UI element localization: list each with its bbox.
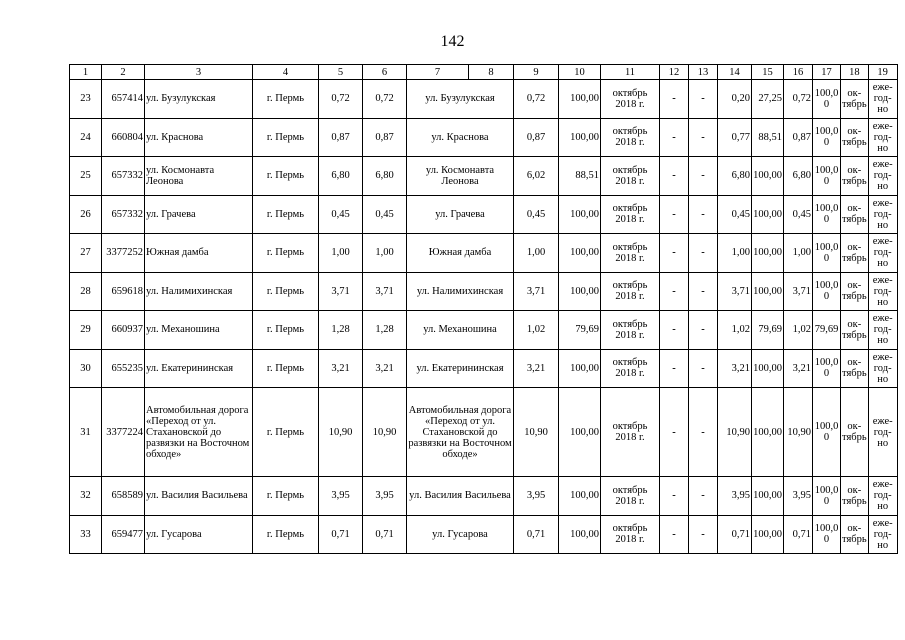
value-cell: 6,80 xyxy=(784,157,813,196)
header-cell: 11 xyxy=(601,65,660,80)
row-number: 24 xyxy=(70,118,102,157)
dash-cell: - xyxy=(660,80,689,119)
value-cell: 0,71 xyxy=(514,515,559,554)
header-cell: 13 xyxy=(689,65,718,80)
value-cell: 3,71 xyxy=(784,272,813,311)
month-cell: ок- тябрь xyxy=(841,388,869,477)
length-value: 0,71 xyxy=(319,515,363,554)
value-cell: 79,69 xyxy=(752,311,784,350)
value-cell: 3,21 xyxy=(784,349,813,388)
percent-cell: 100,0 0 xyxy=(813,80,841,119)
header-cell: 2 xyxy=(102,65,145,80)
value-cell: 3,95 xyxy=(784,477,813,516)
header-cell: 18 xyxy=(841,65,869,80)
value-cell: 100,00 xyxy=(752,388,784,477)
percent-cell: 100,0 0 xyxy=(813,349,841,388)
value-cell: 3,71 xyxy=(514,272,559,311)
percent-cell: 100,0 0 xyxy=(813,272,841,311)
road-code: 655235 xyxy=(102,349,145,388)
length-value: 0,87 xyxy=(319,118,363,157)
length-value: 0,71 xyxy=(363,515,407,554)
dash-cell: - xyxy=(660,118,689,157)
percent-cell: 100,0 0 xyxy=(813,157,841,196)
object-name: ул. Налимихинская xyxy=(407,272,514,311)
dash-cell: - xyxy=(689,157,718,196)
city: г. Пермь xyxy=(253,388,319,477)
road-code: 3377252 xyxy=(102,234,145,273)
table-row xyxy=(70,272,898,311)
month-cell: ок- тябрь xyxy=(841,118,869,157)
header-cell: 3 xyxy=(145,65,253,80)
value-cell: 100,00 xyxy=(752,195,784,234)
length-value: 0,72 xyxy=(319,80,363,119)
road-code: 658589 xyxy=(102,477,145,516)
header-cell: 7 xyxy=(407,65,469,80)
value-cell: 100,00 xyxy=(752,349,784,388)
length-value: 6,80 xyxy=(363,157,407,196)
length-value: 3,95 xyxy=(319,477,363,516)
header-cell: 6 xyxy=(363,65,407,80)
percent-cell: 79,69 xyxy=(559,311,601,350)
header-cell: 15 xyxy=(752,65,784,80)
value-cell: 0,87 xyxy=(514,118,559,157)
dash-cell: - xyxy=(689,195,718,234)
dash-cell: - xyxy=(689,311,718,350)
value-cell: 0,45 xyxy=(514,195,559,234)
dash-cell: - xyxy=(689,349,718,388)
dash-cell: - xyxy=(689,118,718,157)
row-number: 23 xyxy=(70,80,102,119)
percent-cell: 100,0 0 xyxy=(813,234,841,273)
month-cell: ок- тябрь xyxy=(841,311,869,350)
city: г. Пермь xyxy=(253,157,319,196)
value-cell: 0,71 xyxy=(718,515,752,554)
road-name: ул. Космонавта Леонова xyxy=(145,157,253,196)
object-name: ул. Космонавта Леонова xyxy=(407,157,514,196)
table-row xyxy=(70,80,898,119)
road-name: Автомобильная дорога «Переход от ул. Стахановской до развязки на Восточном обходе» xyxy=(145,388,253,477)
percent-cell: 79,69 xyxy=(813,311,841,350)
length-value: 1,28 xyxy=(319,311,363,350)
road-name: ул. Краснова xyxy=(145,118,253,157)
length-value: 1,28 xyxy=(363,311,407,350)
city: г. Пермь xyxy=(253,195,319,234)
length-value: 3,21 xyxy=(363,349,407,388)
object-name: ул. Екатерининская xyxy=(407,349,514,388)
value-cell: 0,72 xyxy=(514,80,559,119)
table-row xyxy=(70,234,898,273)
dash-cell: - xyxy=(660,515,689,554)
dash-cell: - xyxy=(689,80,718,119)
table-row xyxy=(70,311,898,350)
percent-cell: 88,51 xyxy=(559,157,601,196)
table-row xyxy=(70,349,898,388)
value-cell: 0,20 xyxy=(718,80,752,119)
length-value: 10,90 xyxy=(363,388,407,477)
value-cell: 1,00 xyxy=(718,234,752,273)
city: г. Пермь xyxy=(253,118,319,157)
percent-cell: 100,00 xyxy=(559,388,601,477)
value-cell: 10,90 xyxy=(514,388,559,477)
percent-cell: 100,00 xyxy=(559,477,601,516)
date-cell: октябрь 2018 г. xyxy=(601,157,660,196)
month-cell: ок- тябрь xyxy=(841,195,869,234)
value-cell: 3,95 xyxy=(718,477,752,516)
table-row xyxy=(70,118,898,157)
percent-cell: 100,00 xyxy=(559,349,601,388)
value-cell: 1,02 xyxy=(514,311,559,350)
length-value: 3,21 xyxy=(319,349,363,388)
city: г. Пермь xyxy=(253,477,319,516)
period-cell: еже- год- но xyxy=(868,195,897,234)
period-cell: еже- год- но xyxy=(868,515,897,554)
date-cell: октябрь 2018 г. xyxy=(601,311,660,350)
date-cell: октябрь 2018 г. xyxy=(601,388,660,477)
length-value: 3,95 xyxy=(363,477,407,516)
table-row xyxy=(70,477,898,516)
dash-cell: - xyxy=(660,388,689,477)
date-cell: октябрь 2018 г. xyxy=(601,118,660,157)
value-cell: 88,51 xyxy=(752,118,784,157)
value-cell: 3,71 xyxy=(718,272,752,311)
period-cell: еже- год- но xyxy=(868,311,897,350)
period-cell: еже- год- но xyxy=(868,157,897,196)
value-cell: 100,00 xyxy=(752,272,784,311)
value-cell: 0,72 xyxy=(784,80,813,119)
value-cell: 3,21 xyxy=(514,349,559,388)
value-cell: 27,25 xyxy=(752,80,784,119)
month-cell: ок- тябрь xyxy=(841,477,869,516)
percent-cell: 100,00 xyxy=(559,80,601,119)
value-cell: 100,00 xyxy=(752,234,784,273)
header-cell: 4 xyxy=(253,65,319,80)
date-cell: октябрь 2018 г. xyxy=(601,349,660,388)
value-cell: 0,87 xyxy=(784,118,813,157)
percent-cell: 100,0 0 xyxy=(813,195,841,234)
period-cell: еже- год- но xyxy=(868,272,897,311)
object-name: ул. Механошина xyxy=(407,311,514,350)
month-cell: ок- тябрь xyxy=(841,272,869,311)
length-value: 0,87 xyxy=(363,118,407,157)
value-cell: 100,00 xyxy=(752,157,784,196)
percent-cell: 100,00 xyxy=(559,515,601,554)
date-cell: октябрь 2018 г. xyxy=(601,477,660,516)
road-name: ул. Василия Васильева xyxy=(145,477,253,516)
length-value: 0,72 xyxy=(363,80,407,119)
road-code: 659618 xyxy=(102,272,145,311)
value-cell: 10,90 xyxy=(784,388,813,477)
month-cell: ок- тябрь xyxy=(841,349,869,388)
table-row xyxy=(70,157,898,196)
length-value: 0,45 xyxy=(319,195,363,234)
length-value: 10,90 xyxy=(319,388,363,477)
header-cell: 19 xyxy=(868,65,897,80)
dash-cell: - xyxy=(660,477,689,516)
date-cell: октябрь 2018 г. xyxy=(601,234,660,273)
road-name: ул. Налимихинская xyxy=(145,272,253,311)
roads-table xyxy=(69,64,898,554)
value-cell: 0,77 xyxy=(718,118,752,157)
period-cell: еже- год- но xyxy=(868,80,897,119)
value-cell: 1,02 xyxy=(718,311,752,350)
city: г. Пермь xyxy=(253,272,319,311)
table-row xyxy=(70,388,898,477)
dash-cell: - xyxy=(689,234,718,273)
percent-cell: 100,00 xyxy=(559,234,601,273)
road-code: 657414 xyxy=(102,80,145,119)
road-code: 657332 xyxy=(102,157,145,196)
value-cell: 0,45 xyxy=(718,195,752,234)
row-number: 25 xyxy=(70,157,102,196)
month-cell: ок- тябрь xyxy=(841,234,869,273)
road-code: 659477 xyxy=(102,515,145,554)
dash-cell: - xyxy=(660,349,689,388)
value-cell: 6,80 xyxy=(718,157,752,196)
header-cell: 10 xyxy=(559,65,601,80)
dash-cell: - xyxy=(660,157,689,196)
table-row xyxy=(70,195,898,234)
road-name: ул. Гусарова xyxy=(145,515,253,554)
length-value: 3,71 xyxy=(363,272,407,311)
header-cell: 14 xyxy=(718,65,752,80)
row-number: 29 xyxy=(70,311,102,350)
month-cell: ок- тябрь xyxy=(841,157,869,196)
object-name: Автомобильная дорога «Переход от ул. Стахановской до развязки на Восточном обходе» xyxy=(407,388,514,477)
header-cell: 12 xyxy=(660,65,689,80)
road-code: 660937 xyxy=(102,311,145,350)
percent-cell: 100,00 xyxy=(559,195,601,234)
date-cell: октябрь 2018 г. xyxy=(601,80,660,119)
period-cell: еже- год- но xyxy=(868,234,897,273)
percent-cell: 100,00 xyxy=(559,272,601,311)
value-cell: 100,00 xyxy=(752,515,784,554)
value-cell: 1,00 xyxy=(514,234,559,273)
header-cell: 8 xyxy=(469,65,514,80)
date-cell: октябрь 2018 г. xyxy=(601,272,660,311)
object-name: ул. Гусарова xyxy=(407,515,514,554)
dash-cell: - xyxy=(660,195,689,234)
period-cell: еже- год- но xyxy=(868,388,897,477)
road-name: Южная дамба xyxy=(145,234,253,273)
dash-cell: - xyxy=(689,477,718,516)
dash-cell: - xyxy=(689,388,718,477)
percent-cell: 100,0 0 xyxy=(813,515,841,554)
header-cell: 16 xyxy=(784,65,813,80)
date-cell: октябрь 2018 г. xyxy=(601,195,660,234)
header-cell: 17 xyxy=(813,65,841,80)
city: г. Пермь xyxy=(253,80,319,119)
row-number: 27 xyxy=(70,234,102,273)
city: г. Пермь xyxy=(253,311,319,350)
percent-cell: 100,0 0 xyxy=(813,388,841,477)
row-number: 26 xyxy=(70,195,102,234)
row-number: 30 xyxy=(70,349,102,388)
road-name: ул. Механошина xyxy=(145,311,253,350)
month-cell: ок- тябрь xyxy=(841,515,869,554)
table-row xyxy=(70,515,898,554)
object-name: Южная дамба xyxy=(407,234,514,273)
value-cell: 3,95 xyxy=(514,477,559,516)
header-row xyxy=(70,65,898,80)
value-cell: 3,21 xyxy=(718,349,752,388)
header-cell: 5 xyxy=(319,65,363,80)
road-name: ул. Грачева xyxy=(145,195,253,234)
page-number: 142 xyxy=(440,33,465,50)
percent-cell: 100,0 0 xyxy=(813,477,841,516)
period-cell: еже- год- но xyxy=(868,118,897,157)
date-cell: октябрь 2018 г. xyxy=(601,515,660,554)
object-name: ул. Краснова xyxy=(407,118,514,157)
value-cell: 1,00 xyxy=(784,234,813,273)
city: г. Пермь xyxy=(253,349,319,388)
length-value: 1,00 xyxy=(319,234,363,273)
road-name: ул. Екатерининская xyxy=(145,349,253,388)
length-value: 6,80 xyxy=(319,157,363,196)
object-name: ул. Василия Васильева xyxy=(407,477,514,516)
row-number: 31 xyxy=(70,388,102,477)
value-cell: 0,45 xyxy=(784,195,813,234)
object-name: ул. Грачева xyxy=(407,195,514,234)
value-cell: 0,71 xyxy=(784,515,813,554)
month-cell: ок- тябрь xyxy=(841,80,869,119)
value-cell: 1,02 xyxy=(784,311,813,350)
dash-cell: - xyxy=(660,272,689,311)
object-name: ул. Бузулукская xyxy=(407,80,514,119)
value-cell: 100,00 xyxy=(752,477,784,516)
length-value: 3,71 xyxy=(319,272,363,311)
header-cell: 1 xyxy=(70,65,102,80)
dash-cell: - xyxy=(660,311,689,350)
period-cell: еже- год- но xyxy=(868,349,897,388)
road-code: 3377224 xyxy=(102,388,145,477)
length-value: 0,45 xyxy=(363,195,407,234)
period-cell: еже- год- но xyxy=(868,477,897,516)
dash-cell: - xyxy=(689,272,718,311)
road-code: 660804 xyxy=(102,118,145,157)
value-cell: 6,02 xyxy=(514,157,559,196)
road-name: ул. Бузулукская xyxy=(145,80,253,119)
city: г. Пермь xyxy=(253,234,319,273)
dash-cell: - xyxy=(660,234,689,273)
percent-cell: 100,00 xyxy=(559,118,601,157)
dash-cell: - xyxy=(689,515,718,554)
row-number: 32 xyxy=(70,477,102,516)
city: г. Пермь xyxy=(253,515,319,554)
row-number: 33 xyxy=(70,515,102,554)
length-value: 1,00 xyxy=(363,234,407,273)
road-code: 657332 xyxy=(102,195,145,234)
row-number: 28 xyxy=(70,272,102,311)
header-cell: 9 xyxy=(514,65,559,80)
value-cell: 10,90 xyxy=(718,388,752,477)
percent-cell: 100,0 0 xyxy=(813,118,841,157)
